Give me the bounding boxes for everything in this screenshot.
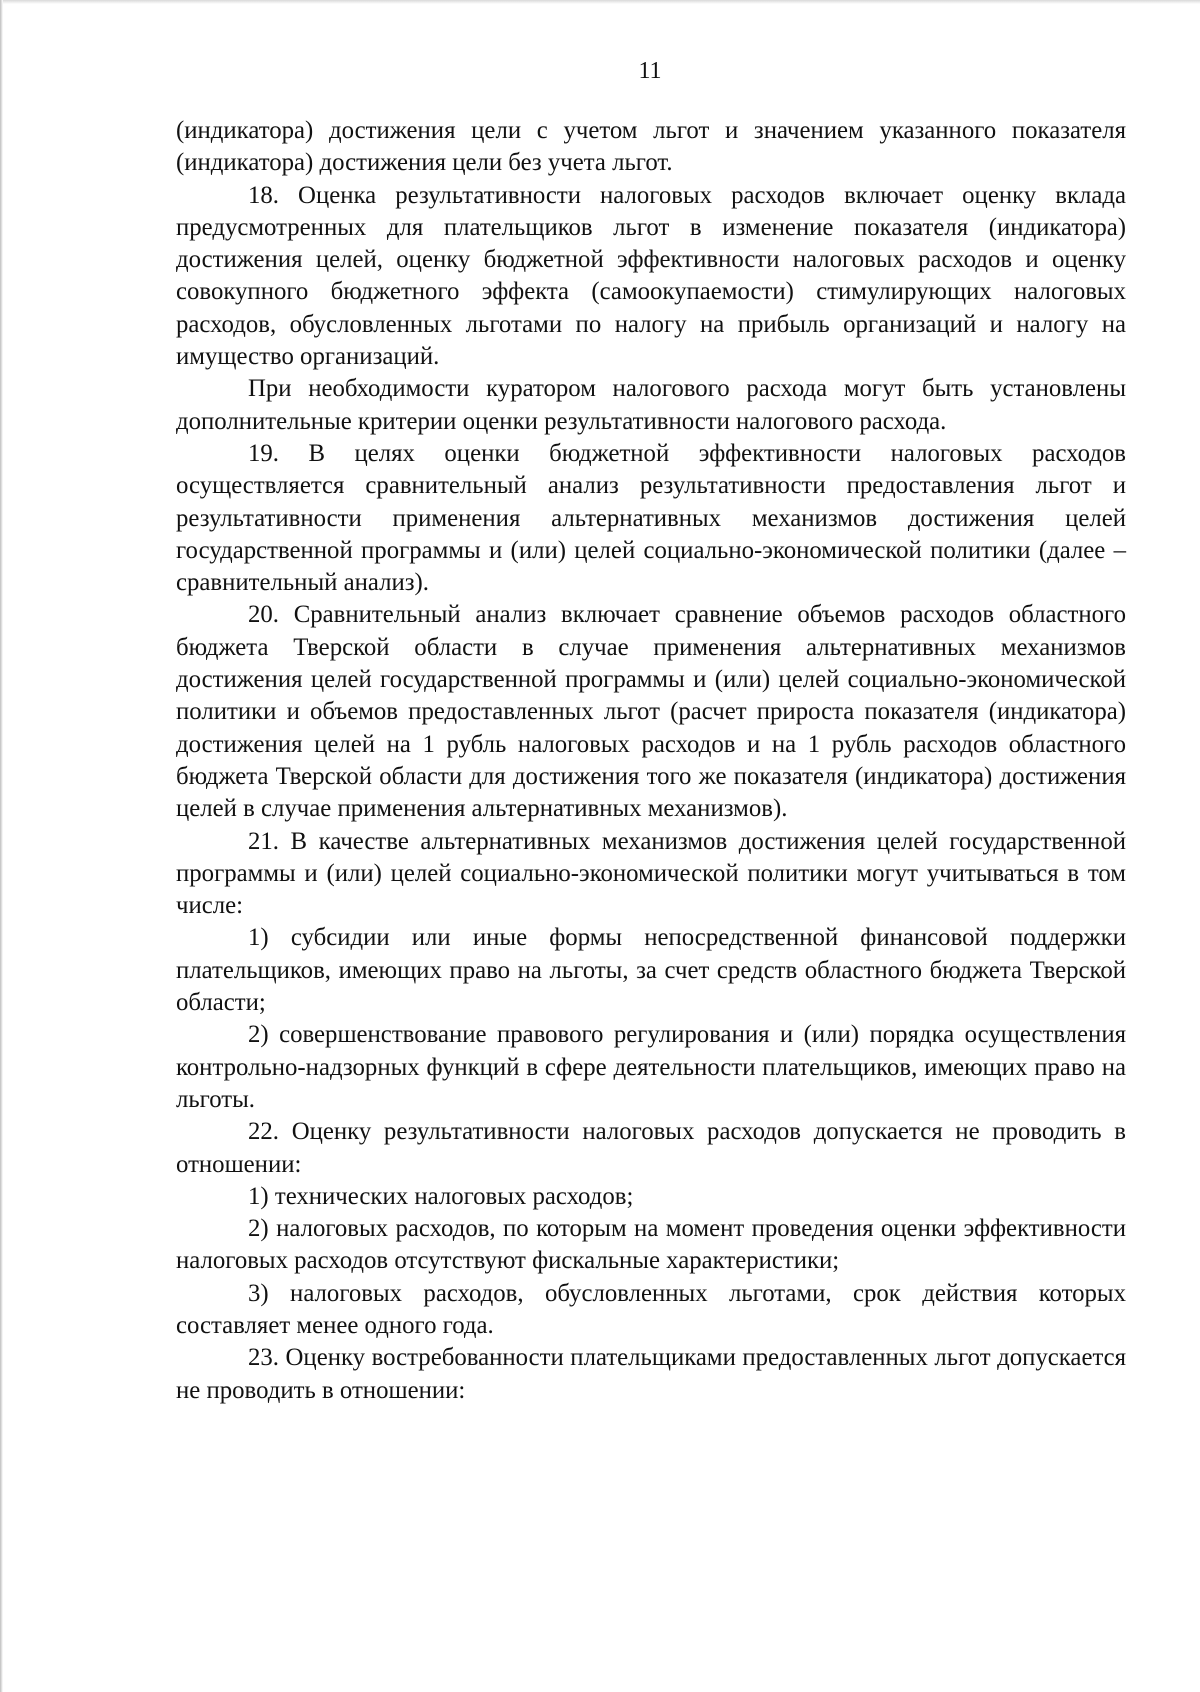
paragraph-clause-22: 22. Оценку результативности налоговых расходов допускается не проводить в отношении: [176,1118,1126,1178]
paragraph-clause-20: 20. Сравнительный анализ включает сравнение объемов расходов областного бюджета Тверской области в случае применения альтернативных механизмов достижения целей государственной программы и (или) целей социально-экономической политики и объемов предоставленных льгот (расчет прироста показателя (индикатора) достижения целей на 1 рубль налоговых расходов и на 1 рубль расходов областного бюджета Тверской области для достижения того же показателя (индикатора) достижения целей в случае применения альтернативных механизмов). [176,601,1126,823]
paragraph-clause-18: 18. Оценка результативности налоговых расходов включает оценку вклада предусмотренных для плательщиков льгот в изменение показателя (индикатора) достижения целей, оценку бюджетной эффективности налоговых расходов и оценку совокупного бюджетного эффекта (самоокупаемости) стимулирующих налоговых расходов, обусловленных льготами по налогу на прибыль организаций и налогу на имущество организаций. [176,181,1126,371]
list-item-22-2: 2) налоговых расходов, по которым на момент проведения оценки эффективности налоговых расходов отсутствуют фискальные характеристики; [176,1215,1126,1275]
list-item-21-1: 1) субсидии или иные формы непосредственной финансовой поддержки плательщиков, имеющих право на льготы, за счет средств областного бюджета Тверской области; [176,924,1126,1017]
list-item-21-2: 2) совершенствование правового регулирования и (или) порядка осуществления контрольно-надзорных функций в сфере деятельности плательщиков, имеющих право на льготы. [176,1021,1126,1113]
list-item-22-1: 1) технических налоговых расходов; [248,1182,634,1210]
document-body [176,115,1126,1407]
list-item-22-3: 3) налоговых расходов, обусловленных льготами, срок действия которых составляет менее одного года. [176,1279,1126,1339]
scan-edge-left [0,0,3,1692]
scan-edge-top [0,0,1200,4]
page-number: 11 [638,58,662,84]
paragraph-clause-21: 21. В качестве альтернативных механизмов достижения целей государственной программы и (или) целей социально-экономической политики могут учитываться в том числе: [176,827,1126,920]
paragraph-clause-19: 19. В целях оценки бюджетной эффективности налоговых расходов осуществляется сравнительный анализ результативности предоставления льгот и результативности применения альтернативных механизмов достижения целей государственной программы и (или) целей социально-экономической политики (далее – сравнительный анализ). [176,439,1126,597]
paragraph-continuation: (индикатора) достижения цели с учетом льгот и значением указанного показателя (индикатора) достижения цели без учета льгот. [176,117,1126,177]
paragraph-clause-18-additional: При необходимости куратором налогового расхода могут быть установлены дополнительные критерии оценки результативности налогового расхода. [176,375,1126,435]
paragraph-clause-23: 23. Оценку востребованности плательщиками предоставленных льгот допускается не проводить в отношении: [176,1344,1126,1404]
